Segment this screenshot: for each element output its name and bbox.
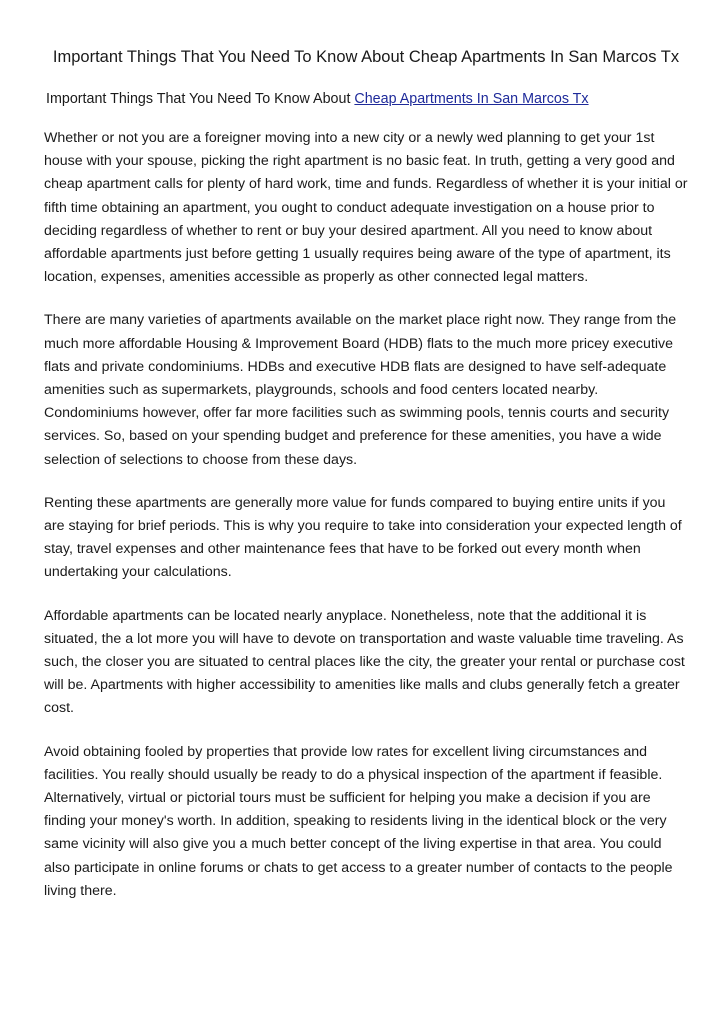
subtitle: [46, 90, 688, 108]
paragraph: Avoid obtaining fooled by properties that provide low rates for excellent living circumstances and facilities. You really should usually be ready to do a physical inspection of the apartment if feasible. Alternatively, virtual or pictorial tours must be sufficient for helping you make a decision if you are finding your money's worth. In addition, speaking to residents living in the identical block or the very same vicinity will also give you a much better concept of the living expertise in that area. You could also participate in online forums or chats to get access to a greater number of contacts to the people living there.: [44, 743, 673, 899]
page-title: Important Things That You Need To Know About Cheap Apartments In San Marcos Tx: [52, 48, 680, 66]
paragraph: Affordable apartments can be located nearly anyplace. Nonetheless, note that the additional it is situated, the a lot more you will have to devote on transportation and waste valuable time traveling. As such, the closer you are situated to central places like the city, the greater your rental or purchase cost will be. Apartments with higher accessibility to amenities like malls and clubs generally fetch a greater cost.: [44, 607, 685, 717]
subtitle-link[interactable]: Cheap Apartments In San Marcos Tx: [354, 91, 589, 107]
paragraph: There are many varieties of apartments available on the market place right now. They range from the much more affordable Housing & Improvement Board (HDB) flats to the much more pricey executive flats and private condominiums. HDBs and executive HDB flats are designed to have self-adequate amenities such as supermarkets, playgrounds, schools and food centers located nearby. Condominiums however, offer far more facilities such as swimming pools, tennis courts and security services. So, based on your spending budget and preference for these amenities, you have a wide selection of selections to choose from these days.: [44, 312, 677, 468]
article-body: [44, 127, 688, 903]
subtitle-text: Important Things That You Need To Know About: [46, 91, 355, 107]
paragraph: Whether or not you are a foreigner moving into a new city or a newly wed planning to get your 1st house with your spouse, picking the right apartment is no basic feat. In truth, getting a very good and cheap apartment calls for plenty of hard work, time and funds. Regardless of whether it is your initial or fifth time obtaining an apartment, you ought to conduct adequate investigation on a house prior to deciding regardless of whether to rent or buy your desired apartment. All you need to know about affordable apartments just before getting 1 usually requires being aware of the type of apartment, its location, expenses, amenities accessible as properly as other connected legal matters.: [44, 130, 688, 286]
paragraph: Renting these apartments are generally more value for funds compared to buying entire units if you are staying for brief periods. This is why you require to take into consideration your expected length of stay, travel expenses and other maintenance fees that have to be forked out every month when undertaking your calculations.: [44, 494, 682, 581]
